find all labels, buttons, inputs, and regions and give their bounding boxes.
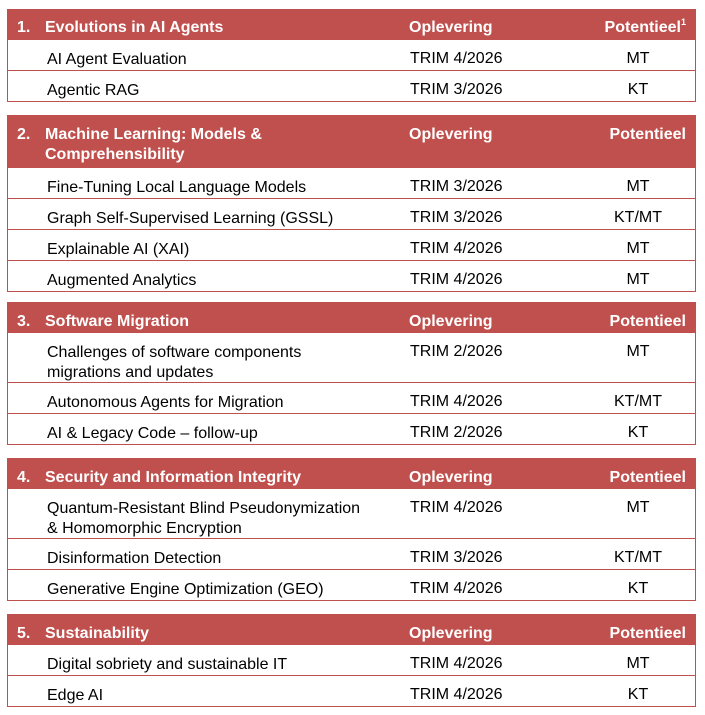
- topic-name: Challenges of software components migrations and updates: [47, 344, 302, 381]
- table-row: [7, 40, 696, 71]
- table-row: [7, 539, 696, 570]
- potential-header: Potentieel: [609, 469, 686, 486]
- topic-name: Disinformation Detection: [47, 550, 222, 567]
- potential-value: KT: [627, 686, 649, 703]
- potential-header: Potentieel: [609, 625, 686, 642]
- table-row: [7, 676, 696, 707]
- potential-value: KT/MT: [614, 209, 662, 226]
- delivery-value: TRIM 4/2026: [410, 393, 503, 410]
- section-number: 2.: [17, 126, 31, 143]
- delivery-header: Oplevering: [409, 625, 493, 642]
- section-title: Evolutions in AI Agents: [45, 19, 224, 36]
- topic-name: Graph Self-Supervised Learning (GSSL): [47, 210, 334, 227]
- potential-value: MT: [626, 240, 650, 257]
- delivery-value: TRIM 2/2026: [410, 343, 503, 360]
- section-number: 5.: [17, 625, 31, 642]
- potential-value: MT: [626, 343, 650, 360]
- table-row: [7, 414, 696, 445]
- delivery-header: Oplevering: [409, 126, 493, 143]
- section-title: Sustainability: [45, 625, 150, 642]
- topic-name: Generative Engine Optimization (GEO): [47, 581, 324, 598]
- section-number: 1.: [17, 19, 31, 36]
- potential-value: KT: [627, 580, 649, 597]
- table-row: [7, 383, 696, 414]
- potential-value: MT: [626, 271, 650, 288]
- topic-name: Fine-Tuning Local Language Models: [47, 179, 307, 196]
- potential-value: KT: [627, 424, 649, 441]
- footnote-mark: 1: [680, 17, 686, 27]
- topic-name: Agentic RAG: [47, 82, 140, 99]
- section-header: [7, 458, 696, 489]
- delivery-value: TRIM 4/2026: [410, 50, 503, 67]
- section-header: [7, 302, 696, 333]
- delivery-value: TRIM 4/2026: [410, 580, 503, 597]
- topic-name: AI Agent Evaluation: [47, 51, 187, 68]
- section-software-migration: [7, 302, 696, 445]
- delivery-value: TRIM 4/2026: [410, 686, 503, 703]
- section-header: [7, 614, 696, 645]
- potential-value: MT: [626, 50, 650, 67]
- table-row: [7, 168, 696, 199]
- delivery-value: TRIM 3/2026: [410, 549, 503, 566]
- delivery-value: TRIM 4/2026: [410, 499, 503, 516]
- section-evolutions-ai-agents: [7, 9, 696, 102]
- section-sustainability: [7, 614, 696, 707]
- section-security-information-integrity: [7, 458, 696, 601]
- section-number: 3.: [17, 313, 31, 330]
- table-row: [7, 333, 696, 383]
- topic-name: AI & Legacy Code – follow-up: [47, 425, 258, 442]
- potential-value: KT: [627, 81, 649, 98]
- potential-header: Potentieel: [609, 126, 686, 143]
- potential-value: MT: [626, 499, 650, 516]
- section-title: Software Migration: [45, 313, 190, 330]
- table-row: [7, 489, 696, 539]
- section-title: Security and Information Integrity: [45, 469, 302, 486]
- table-row: [7, 230, 696, 261]
- potential-value: KT/MT: [614, 393, 662, 410]
- delivery-value: TRIM 4/2026: [410, 271, 503, 288]
- topic-name: Explainable AI (XAI): [47, 241, 190, 258]
- delivery-header: Oplevering: [409, 313, 493, 330]
- topic-name: Digital sobriety and sustainable IT: [47, 656, 288, 673]
- table-row: [7, 570, 696, 601]
- delivery-value: TRIM 4/2026: [410, 240, 503, 257]
- table-row: [7, 645, 696, 676]
- delivery-value: TRIM 3/2026: [410, 209, 503, 226]
- topic-name: Autonomous Agents for Migration: [47, 394, 284, 411]
- section-title: Machine Learning: Models & Comprehensibility: [45, 126, 262, 163]
- section-header: [7, 9, 696, 40]
- potential-value: KT/MT: [614, 549, 662, 566]
- table-row: [7, 71, 696, 102]
- topic-name: Quantum-Resistant Blind Pseudonymization & Homomorphic Encryption: [47, 500, 361, 537]
- table-row: [7, 199, 696, 230]
- delivery-header: Oplevering: [409, 19, 493, 36]
- delivery-header: Oplevering: [409, 469, 493, 486]
- table-row: [7, 261, 696, 292]
- potential-header: Potentieel: [609, 313, 686, 330]
- potential-value: MT: [626, 655, 650, 672]
- delivery-value: TRIM 2/2026: [410, 424, 503, 441]
- topic-name: Edge AI: [47, 687, 104, 704]
- potential-header: Potentieel$^1$: [604, 17, 686, 36]
- section-header: [7, 115, 696, 168]
- section-machine-learning: [7, 115, 696, 292]
- section-number: 4.: [17, 469, 31, 486]
- delivery-value: TRIM 3/2026: [410, 81, 503, 98]
- delivery-value: TRIM 4/2026: [410, 655, 503, 672]
- delivery-value: TRIM 3/2026: [410, 178, 503, 195]
- topic-name: Augmented Analytics: [47, 272, 197, 289]
- potential-value: MT: [626, 178, 650, 195]
